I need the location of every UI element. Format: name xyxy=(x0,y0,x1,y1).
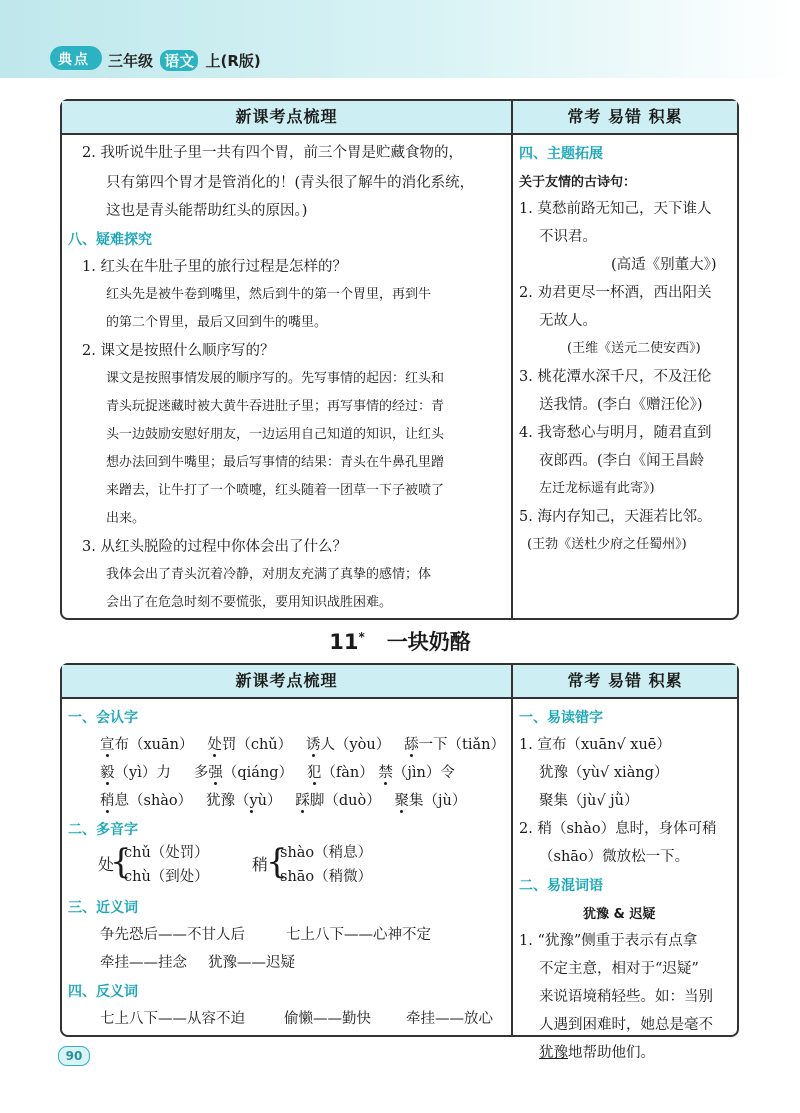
text-line: 不定主意，相对于“迟疑” xyxy=(539,961,699,977)
synonym-pair: 犹豫——迟疑 xyxy=(208,955,295,971)
answer-line: 来蹭去，让牛打了一个喷嚏，红头随着一团草一下子被喷了 xyxy=(106,483,445,498)
text-line: 2. 稍（shào）息时，身体可稍 xyxy=(519,821,717,837)
text-line: 只有第四个胃才是管消化的！(青头很了解牛的消化系统， xyxy=(106,175,475,191)
poem-source: 左迁龙标遥有此寄》) xyxy=(539,481,655,496)
subheading: 关于友情的古诗句： xyxy=(519,175,637,190)
book-title: 三年级 语文 上(R版) xyxy=(108,52,261,70)
page-number: 90 xyxy=(58,1046,90,1066)
synonym-pair: 争先恐后——不甘人后 xyxy=(100,927,245,943)
answer-line: 出来。 xyxy=(106,511,146,526)
answer-line: 课文是按照事情发展的顺序写的。先写事情的起因：红头和 xyxy=(106,371,445,386)
right-column-title: 常考 易错 积累 xyxy=(513,101,737,135)
answer-line: 会出了在危急时刻不要慌张，要用知识战胜困难。 xyxy=(106,595,393,610)
section-heading: 二、多音字 xyxy=(68,822,138,838)
word-pair-title: 犹豫 & 迟疑 xyxy=(583,907,656,922)
right-column xyxy=(513,135,737,618)
poem-line: 4. 我寄愁心与明月，随君直到 xyxy=(519,425,712,441)
answer-line: 想办法回到牛嘴里；最后写事情的结果：青头在牛鼻孔里蹭 xyxy=(106,455,445,470)
brace: { xyxy=(110,842,132,882)
polyphone-reading: shāo（稍微） xyxy=(280,869,373,885)
section-heading: 二、易混词语 xyxy=(519,878,603,894)
text-line: 来说语境稍轻些。如：当别 xyxy=(539,989,713,1005)
section-heading: 四、反义词 xyxy=(68,984,138,1000)
char-row: 宣布（xuān） 处罚（chǔ） 诱人（yòu） 舔一下（tiǎn） xyxy=(100,737,506,753)
antonym-pair: 牵挂——放心 xyxy=(406,1011,493,1027)
synonym-pair: 七上八下——心神不定 xyxy=(286,927,431,943)
answer-line: 红头先是被牛卷到嘴里，然后到牛的第一个胃里，再到牛 xyxy=(106,287,432,302)
question: 1. 红头在牛肚子里的旅行过程是怎样的？ xyxy=(82,259,347,275)
answer-line: 我体会出了青头沉着冷静，对朋友充满了真挚的感情；体 xyxy=(106,567,432,582)
right-column xyxy=(513,699,737,1061)
answer-line: 青头玩捉迷藏时被大黄牛吞进肚子里；再写事情的经过：青 xyxy=(106,399,445,414)
question: 2. 课文是按照什么顺序写的？ xyxy=(82,343,275,359)
poem-line: 不识君。 xyxy=(539,229,597,245)
text-line: （shāo）微放松一下。 xyxy=(539,849,690,865)
poem-source: (王勃《送杜少府之任蜀州》) xyxy=(527,537,687,552)
polyphone-char: 稍 xyxy=(252,855,269,874)
text-line: 1. 宣布（xuān√ xuē） xyxy=(519,737,671,753)
right-column-title: 常考 易错 积累 xyxy=(513,665,737,699)
text-line: 2. 我听说牛肚子里一共有四个胃，前三个胃是贮藏食物的， xyxy=(82,145,463,161)
section-heading: 一、会认字 xyxy=(68,710,138,726)
antonym-pair: 偷懒——勤快 xyxy=(284,1011,371,1027)
char-row: 毅（yì）力 多强（qiáng） 犯（fàn） 禁（jìn）令 xyxy=(100,765,455,781)
polyphone-char: 处 xyxy=(98,855,115,874)
poem-line: 1. 莫愁前路无知己，天下谁人 xyxy=(519,201,712,217)
poem-line: 5. 海内存知己，天涯若比邻。 xyxy=(519,509,712,525)
left-column xyxy=(62,135,511,618)
char-row: 稍息（shào） 犹豫（yù） 踩脚（duò） 聚集（jù） xyxy=(100,793,467,809)
series-logo: 典点 xyxy=(50,46,102,70)
polyphone-reading: chù（到处） xyxy=(124,869,209,885)
polyphone-reading: shào（稍息） xyxy=(280,845,373,861)
section-heading: 四、主题拓展 xyxy=(519,146,603,162)
text-line: 犹豫（yù√ xiàng） xyxy=(539,765,669,781)
poem-line: 送我情。(李白《赠汪伦》) xyxy=(539,397,703,413)
poem-line: 无故人。 xyxy=(539,313,597,329)
text-line: 人遇到困难时，她总是毫不 xyxy=(539,1017,713,1033)
lesson-title: 11* 一块奶酪 xyxy=(329,630,471,654)
left-column xyxy=(62,699,511,1035)
answer-line: 的第二个胃里，最后又回到牛的嘴里。 xyxy=(106,315,328,330)
left-column-title: 新课考点梳理 xyxy=(62,665,511,699)
poem-line: 2. 劝君更尽一杯酒，西出阳关 xyxy=(519,285,712,301)
answer-line: 头一边鼓励安慰好朋友，一边运用自己知道的知识，让红头 xyxy=(106,427,445,442)
page-header-band xyxy=(0,0,800,78)
left-column-title: 新课考点梳理 xyxy=(62,101,511,135)
section-heading: 八、疑难探究 xyxy=(68,232,152,248)
antonym-pair: 七上八下——从容不迫 xyxy=(100,1011,245,1027)
poem-line: 3. 桃花潭水深千尺，不及汪伦 xyxy=(519,369,712,385)
poem-source: (高适《别董大》) xyxy=(611,257,717,273)
section-heading: 三、近义词 xyxy=(68,900,138,916)
synonym-pair: 牵挂——挂念 xyxy=(100,955,187,971)
brace: { xyxy=(266,842,288,882)
text-line: 1. “犹豫”侧重于表示有点拿 xyxy=(519,933,698,949)
text-line: 犹豫地帮助他们。 xyxy=(539,1045,655,1061)
text-line: 这也是青头能帮助红头的原因。) xyxy=(106,203,308,219)
text-line: 聚集（jù√ jǜ） xyxy=(539,793,639,809)
knowledge-box-lesson10 xyxy=(60,99,739,620)
poem-source: (王维《送元二使安西》) xyxy=(567,341,701,356)
question: 3. 从红头脱险的过程中你体会出了什么？ xyxy=(82,539,347,555)
polyphone-reading: chǔ（处罚） xyxy=(124,845,209,861)
poem-line: 夜郎西。(李白《闻王昌龄 xyxy=(539,453,705,469)
section-heading: 一、易读错字 xyxy=(519,710,603,726)
